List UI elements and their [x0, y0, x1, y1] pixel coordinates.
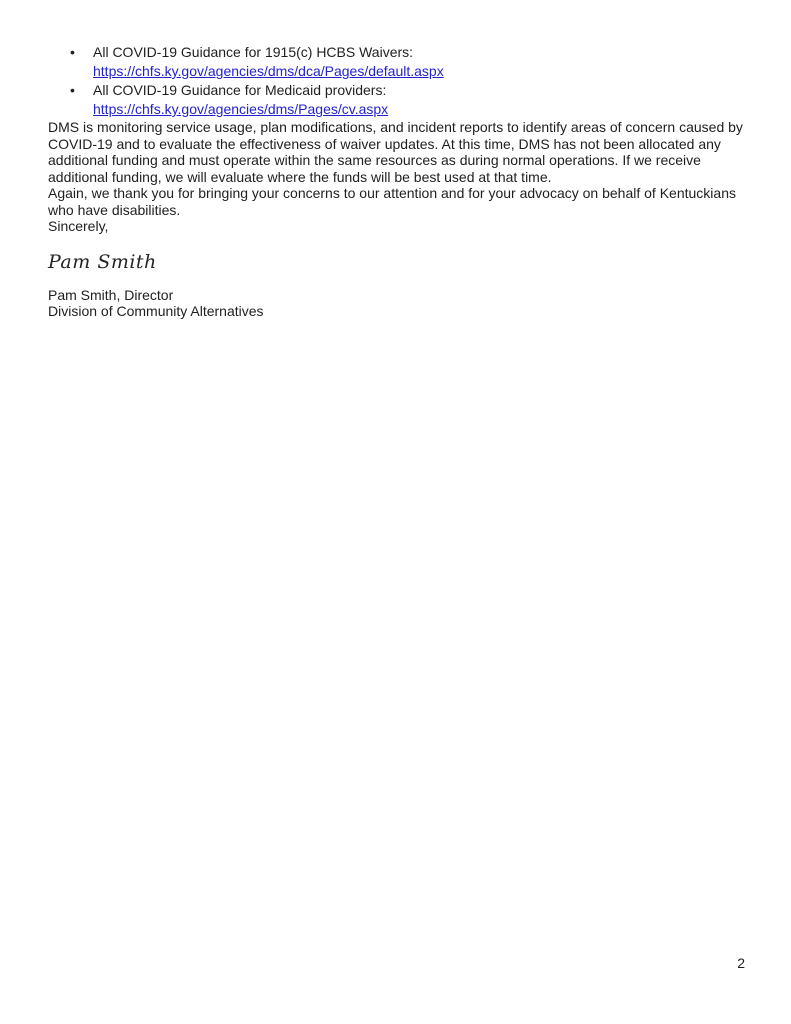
- paragraph-dms-monitoring: DMS is monitoring service usage, plan modifications, and incident reports to identify areas of concern caused by COVID-19 and to evaluate the effectiveness of waiver updates. At this time, DMS has not been allocated any additional funding and must operate within the same resources as during normal operations. If we receive additional funding, we will evaluate where the funds will be best used at that time.: [48, 119, 743, 185]
- bullet-label: All COVID-19 Guidance for 1915(c) HCBS Waivers:: [93, 44, 414, 60]
- page-number: 2: [737, 955, 745, 971]
- list-item: [48, 43, 747, 81]
- guidance-bullet-list: [48, 43, 747, 119]
- bullet-label: All COVID-19 Guidance for Medicaid providers:: [93, 82, 387, 98]
- bullet-icon: [70, 81, 75, 100]
- paragraph-thanks: Again, we thank you for bringing your concerns to our attention and for your advocacy on behalf of Kentuckians who have disabilities.: [48, 185, 736, 218]
- salutation: Sincerely,: [48, 218, 109, 234]
- hcbs-waivers-guidance-link[interactable]: https://chfs.ky.gov/agencies/dms/dca/Pages/default.aspx: [93, 63, 444, 79]
- medicaid-providers-guidance-link[interactable]: https://chfs.ky.gov/agencies/dms/Pages/cv.aspx: [93, 101, 389, 117]
- letter-body: [0, 0, 791, 320]
- list-item: [48, 81, 747, 119]
- signer-name-title: Pam Smith, Director: [48, 286, 174, 303]
- bullet-icon: [70, 43, 75, 62]
- signer-block: [48, 287, 747, 320]
- signer-division: Division of Community Alternatives: [48, 303, 264, 319]
- signature-script: Pam Smith: [48, 250, 157, 273]
